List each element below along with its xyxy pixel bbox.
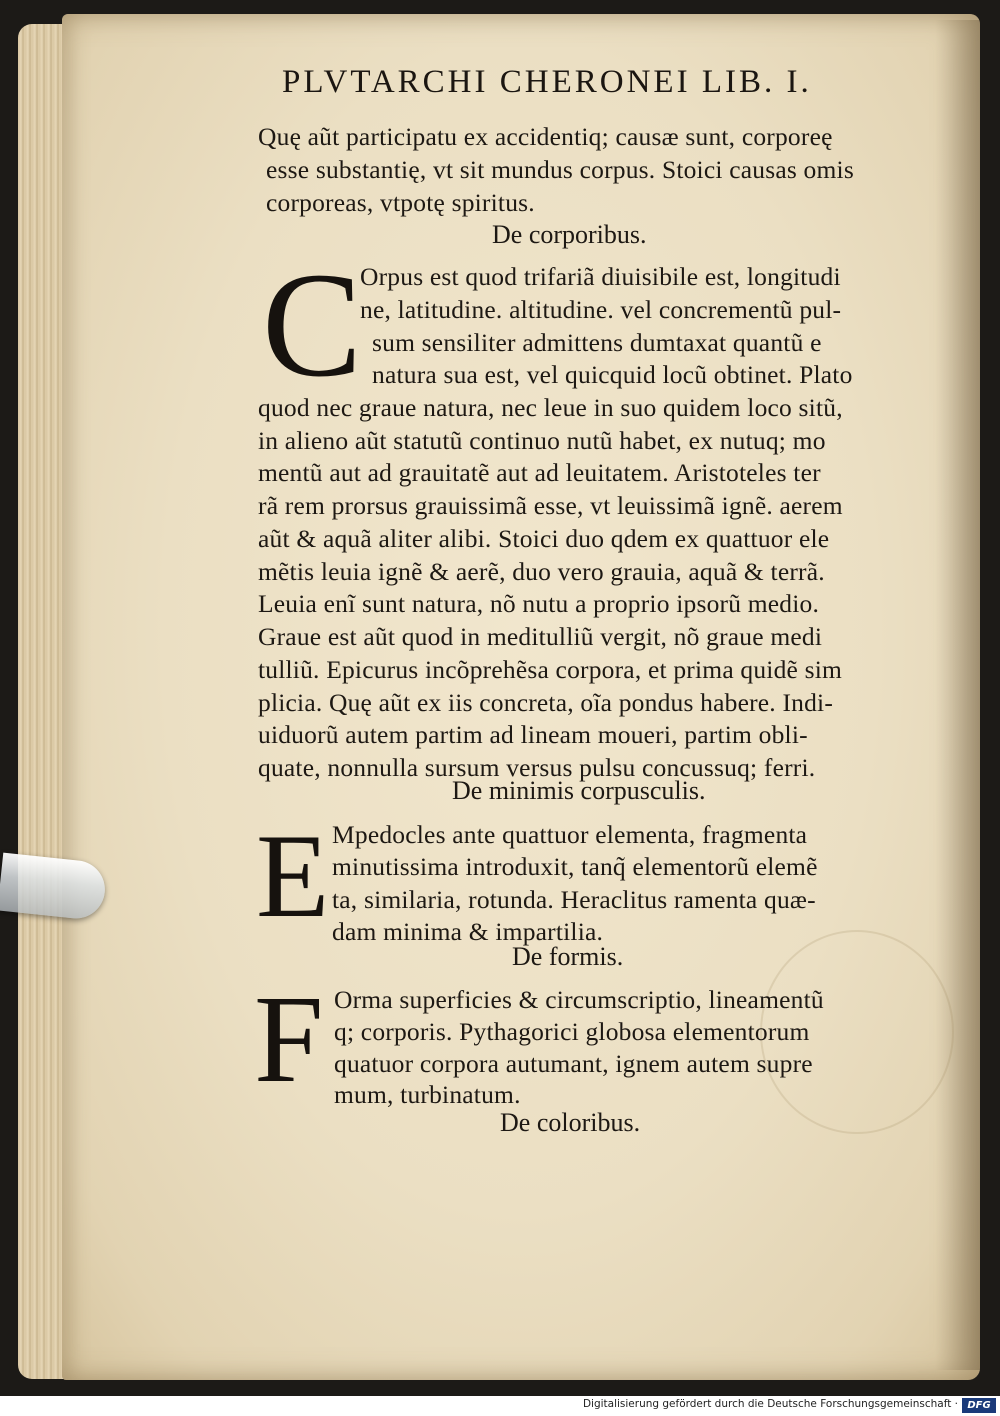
text-line: mum, turbinatum. [334,1080,521,1109]
text-line: esse substantię, vt sit mundus corpus. Stoici causas omis [266,155,854,184]
text-line: Graue est aũt quod in meditulliũ vergit, nõ graue medi [258,622,823,651]
section-heading: De formis. [512,942,624,971]
text-line: Orma superficies & circumscriptio, lineamentũ [334,985,824,1014]
drop-initial: C [262,242,363,408]
text-line: mẽtis leuia ignẽ & aerẽ, duo vero grauia, aquã & terrã. [258,557,825,586]
text-line: q; corporis. Pythagorici globosa elementorum [334,1017,810,1046]
text-line: Quę aũt participatu ex accidentiq; causæ sunt, corporeę [258,122,833,151]
drop-initial: F [254,971,324,1109]
text-line: in alieno aũt statutũ continuo nutũ habet, ex nutuq; mo [258,426,826,455]
text-line: uiduorũ autem partim ad lineam moueri, partim obli- [258,720,808,749]
text-line: quate, nonnulla sursum versus pulsu concussuq; ferri. [258,753,816,782]
text-line: minutissima introduxit, tanq̃ elementorũ elemẽ [332,852,818,881]
text-line: quod nec graue natura, nec leue in suo quidem loco sitũ, [258,393,843,422]
running-head: PLVTARCHI CHERONEI LIB. I. [282,64,812,100]
text-line: natura sua est, vel quicquid locũ obtinet. Plato [372,360,853,389]
text-line: Orpus est quod trifariã diuisibile est, longitudi [360,262,841,291]
text-line: Leuia enĩ sunt natura, nõ nutu a proprio ipsorũ medio. [258,589,820,618]
funding-credit: Digitalisierung gefördert durch die Deutsche Forschungsgemeinschaft · [582,1398,958,1410]
section-heading: De minimis corpusculis. [452,776,706,805]
text-line: tulliũ. Epicurus incõprehẽsa corpora, et prima quidẽ sim [258,655,843,684]
text-line: plicia. Quę aũt ex iis concreta, oĩa pondus habere. Indi- [258,688,834,717]
text-line: corporeas, vtpotę spiritus. [266,188,535,217]
footer-bar [0,1396,1000,1416]
section-heading: De corporibus. [492,220,647,249]
text-line: rã rem prorsus grauissimã esse, vt leuissimã ignẽ. aerem [258,491,843,520]
text-line: ta, similaria, rotunda. Heraclitus ramenta quæ- [332,885,816,914]
text-line: dam minima & impartilia. [332,917,604,946]
section-heading: De coloribus. [500,1108,641,1137]
drop-initial: E [256,809,330,942]
text-line: mentũ aut ad grauitatẽ aut ad leuitatem. Aristoteles ter [258,458,821,487]
gutter-shadow [935,20,980,1370]
text-line: Mpedocles ante quattuor elementa, fragmenta [332,820,808,849]
dfg-logo-icon: DFG [962,1398,996,1413]
text-line: aũt & aquã aliter alibi. Stoici duo qdem ex quattuor ele [258,524,830,553]
text-line: sum sensiliter admittens dumtaxat quantũ e [372,328,822,357]
text-line: ne, latitudine. altitudine. vel concrementũ pul- [360,295,842,324]
text-line: quatuor corpora autumant, ignem autem supre [334,1049,813,1078]
